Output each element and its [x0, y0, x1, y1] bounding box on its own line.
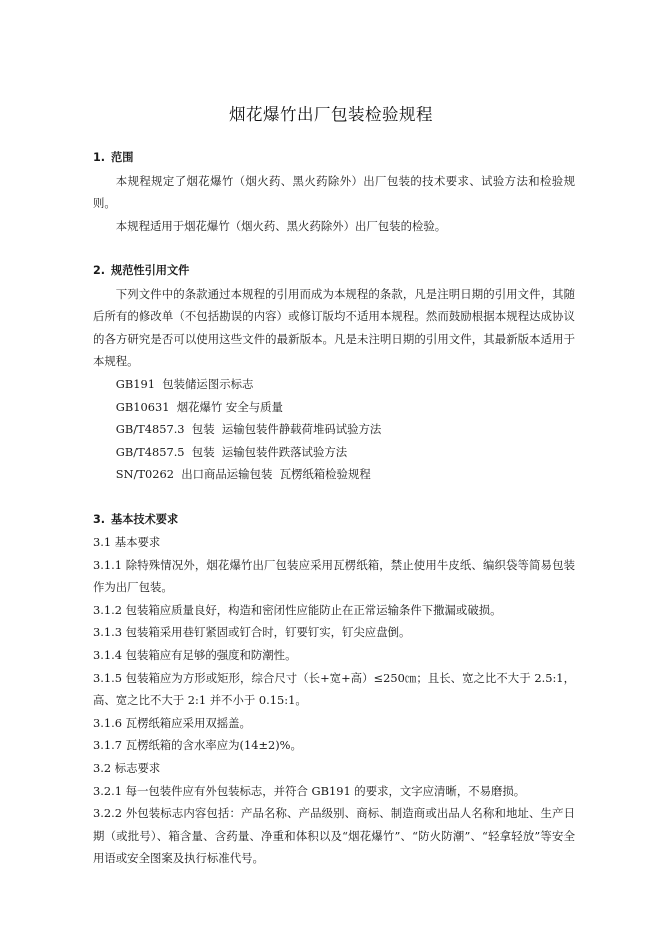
section-2-paragraph-1: 下列文件中的条款通过本规程的引用而成为本规程的条款，凡是注明日期的引用文件，其随后所有的修改单（不包括勘误的内容）或修订版均不适用本规程。然而鼓励根据本规程达成协议的各方研究是否可以使用这些文件的最新版本。凡是未注明日期的引用文件，其最新版本适用于本规程。: [93, 286, 575, 369]
reference-item: GB/T4857.5 包装 运输包装件跌落试验方法: [115, 444, 348, 459]
clause-3-1-6: 3.1.6 瓦楞纸箱应采用双摇盖。: [93, 715, 251, 730]
reference-item: GB/T4857.3 包装 运输包装件静载荷堆码试验方法: [115, 422, 382, 437]
clause-3-1-2: 3.1.2 包装箱应质量良好，构造和密闭性应能防止在正常运输条件下撒漏或破损。: [93, 602, 502, 617]
clause-3-1-3: 3.1.3 包装箱采用巷钉紧固或钉合时，钉要钉实，钉尖应盘倒。: [93, 625, 411, 640]
document-body: [93, 147, 575, 870]
reference-item: SN/T0262 出口商品运输包装 瓦楞纸箱检验规程: [115, 467, 371, 482]
section-1-heading: [93, 147, 575, 170]
clause-3-2-2: 3.2.2 外包装标志内容包括：产品名称、产品级别、商标、制造商或出品人名称和地址、生产日期（或批号）、箱含量、含药量、净重和体积以及“烟花爆竹”、“防火防潮”、“轻拿轻放”等安全用语或安全图案及执行标准代号。: [93, 806, 575, 866]
section-2-number: 2.: [93, 263, 106, 277]
document-title: 烟花爆竹出厂包装检验规程: [229, 105, 433, 124]
clause-3-2: 3.2 标志要求: [93, 761, 161, 776]
clause-3-1-1: 3.1.1 除特殊情况外，烟花爆竹出厂包装应采用瓦楞纸箱，禁止使用牛皮纸、编织袋等简易包装作为出厂包装。: [93, 557, 575, 595]
clause-3-1-5: 3.1.5 包装箱应为方形或矩形，综合尺寸（长+宽+高）≤250㎝；且长、宽之比不大于 2.5:1，高、宽之比不大于 2:1 并不小于 0.15:1。: [93, 670, 575, 708]
section-1-number: 1.: [93, 151, 106, 164]
section-2-heading: [93, 260, 575, 283]
section-3-number: 3.: [93, 512, 106, 526]
section-1-paragraph-1: 本规程规定了烟花爆竹（烟火药、黑火药除外）出厂包装的技术要求、试验方法和检验规则。: [93, 173, 575, 211]
section-3-title: 基本技术要求: [111, 512, 179, 526]
reference-item: GB10631 烟花爆竹 安全与质量: [115, 399, 283, 414]
clause-3-2-1: 3.2.1 每一包装件应有外包装标志，并符合 GB191 的要求，文字应清晰，不易磨损。: [93, 783, 526, 798]
section-2-title: 规范性引用文件: [111, 263, 190, 277]
clause-3-1-7: 3.1.7 瓦楞纸箱的含水率应为(14±2)%。: [93, 738, 302, 753]
section-1-paragraph-2: 本规程适用于烟花爆竹（烟火药、黑火药除外）出厂包装的检验。: [115, 218, 447, 233]
spacer: [93, 486, 575, 509]
clause-3-1: 3.1 基本要求: [93, 535, 161, 550]
section-3-heading: [93, 509, 575, 532]
reference-item: GB191 包装储运图示标志: [115, 376, 254, 391]
section-1-title: 范围: [111, 151, 134, 164]
spacer: [93, 237, 575, 260]
clause-3-1-4: 3.1.4 包装箱应有足够的强度和防潮性。: [93, 648, 297, 663]
